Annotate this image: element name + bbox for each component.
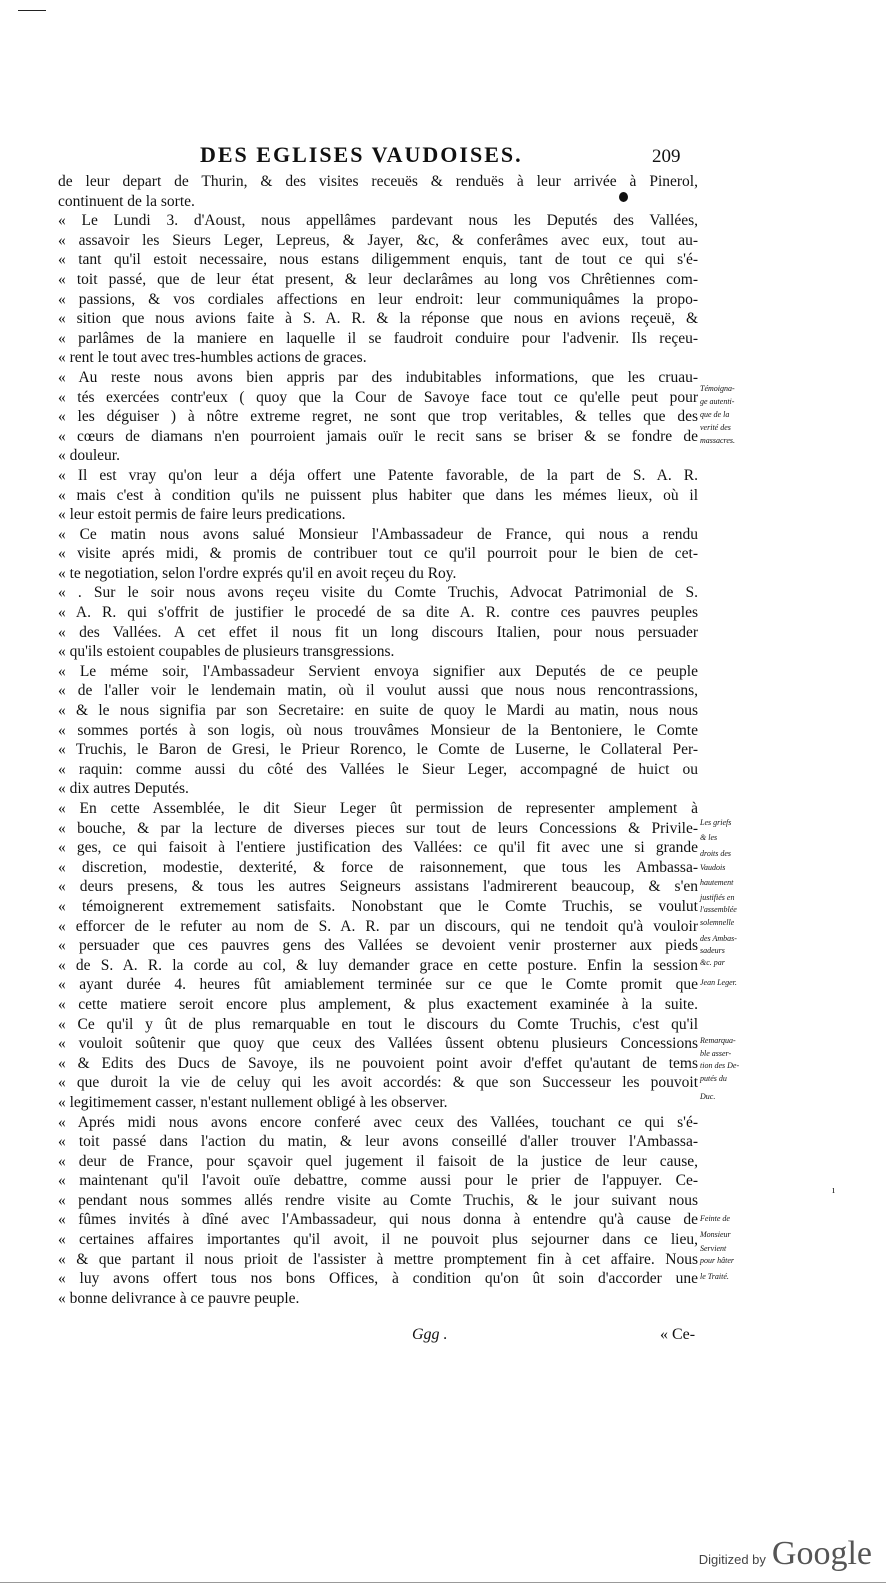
text-line: « Ce qu'il y ût de plus remarquable en tout le discours du Comte Truchis, c'est qu'il — [58, 1015, 698, 1033]
text-line: « Il est vray qu'on leur a déja offert une Patente favorable, de la part de S. A. R. — [58, 466, 698, 484]
margin-note: justifiés en — [700, 893, 735, 902]
text-line: « parlâmes de la maniere en laquelle il se faudroit conduire pour l'advenir. Ils reçeu- — [58, 329, 698, 347]
margin-note: pour hâter — [700, 1256, 734, 1265]
margin-note: sadeurs — [700, 946, 725, 955]
text-line: « tés exercées contr'eux ( quoy que la Cour de Savoye face tout ce qu'elle peut pour — [58, 388, 698, 406]
text-line: « deurs presens, & tous les autres Seigneurs assistans l'admirerent beaucoup, & s'en — [58, 878, 698, 896]
google-logo: Google — [771, 1535, 872, 1572]
text-line: « que duroit la vie de celuy qui les avoit accordés: & que son Successeur les pouvoit — [58, 1074, 698, 1092]
text-line: « cœurs de diamans n'en pourroient jamais ouïr le recit sans se briser & se fondre de — [58, 427, 698, 445]
margin-note: que de la — [700, 410, 730, 419]
text-line: « vouloit soûtenir que quoy que ceux des Vallées ûssent obtenu plusieurs Concessions — [58, 1035, 698, 1053]
text-line: « raquin: comme aussi du côté des Vallées le Sieur Leger, accompagné de huict ou — [58, 760, 698, 778]
text-line: « témoignerent extremement satisfaits. Nonobstant que le Comte Truchis, se voulut — [58, 897, 698, 915]
margin-note: putés du — [700, 1074, 727, 1083]
text-line: « cette matiere seroit encore plus amplement, & plus exactement examinée à la suite. — [58, 995, 698, 1013]
margin-note: &c. par — [700, 958, 725, 967]
margin-note: Remarqua- — [700, 1036, 736, 1045]
text-line: « efforcer de le refuter au nom de S. A. R. par un discours, qui ne tendoit qu'à vouloir — [58, 917, 698, 935]
margin-note: ble asser- — [700, 1049, 732, 1058]
digitized-watermark — [699, 1535, 872, 1573]
text-line: « mais c'est à condition qu'ils ne puissent plus habiter que dans les mémes lieux, où il — [58, 486, 698, 504]
text-line: « Le Lundi 3. d'Aoust, nous appellâmes pardevant nous les Deputés des Vallées, — [58, 212, 698, 230]
text-line: « maintenant qu'il l'avoit ouïe debattre, comme aussi pour le prier de l'appuyer. Ce- — [58, 1172, 698, 1190]
text-line: « pendant nous sommes allés rendre visite au Comte Truchis, & le jour suivant nous — [58, 1191, 698, 1209]
margin-note: Vaudois — [700, 863, 726, 872]
text-line: continuent de la sorte. — [58, 192, 195, 210]
margin-note: hautement — [700, 878, 734, 887]
text-line: « bouche, & par la lecture de diverses pieces sur tout de leurs Concessions & Privile- — [58, 819, 698, 837]
margin-note: Duc. — [700, 1092, 716, 1101]
text-line: « & Edits des Ducs de Savoye, ils ne pouvoient point avoir d'effet qu'autant de tems — [58, 1054, 698, 1072]
margin-note: le Traité. — [700, 1272, 729, 1281]
text-line: « sommes portés à son logis, où nous trouvâmes Monsieur de la Bentoniere, le Comte — [58, 721, 698, 739]
text-line: « deur de France, pour sçavoir quel jugement il faisoit de la justice de leur cause, — [58, 1152, 698, 1170]
margin-note: solemnelle — [700, 918, 735, 927]
text-line: « dix autres Deputés. — [58, 780, 189, 798]
text-line: « de l'aller voir le lendemain matin, où il voulut aussi que nous nous rencontrassions, — [58, 682, 698, 700]
digitized-label: Digitized by — [698, 1552, 766, 1567]
text-line: « persuader que ces pauvres gens des Vallées se devoient venir prosterner aux pieds — [58, 937, 698, 955]
text-line: « Aprés midi nous avons encore conferé avec ceux des Vallées, touchant ce qui s'é- — [58, 1113, 698, 1131]
text-line: « Ce matin nous avons salué Monsieur l'Ambassadeur de France, qui nous a rendu — [58, 525, 698, 543]
text-line: « . Sur le soir nous avons reçeu visite du Comte Truchis, Advocat Patrimonial de S. — [58, 584, 698, 602]
text-line: « leur estoit permis de faire leurs predications. — [58, 506, 346, 524]
margin-note: Témoigna- — [700, 384, 735, 393]
text-line: « sition que nous avions faite à S. A. R. & la réponse que nous en avions reçeuë, & — [58, 310, 698, 328]
text-line: « tant qu'il estoit necessaire, nous estans diligemment enquis, tant de tout ce qui s'é- — [58, 251, 698, 269]
text-line: « certaines affaires importantes qu'il avoit, il ne pouvoit plus sejourner dans ce lieu, — [58, 1231, 698, 1249]
margin-note: massacres. — [700, 436, 736, 445]
margin-note: Jean Leger. — [700, 978, 737, 987]
margin-note: Feinte de — [700, 1214, 730, 1223]
text-line: « des Vallées. A cet effet il nous fit un long discours Italien, pour nous persuader — [58, 623, 698, 641]
text-line: « les déguiser ) à nôtre extreme regret, ne sont que trop veritables, & telles que des — [58, 408, 698, 426]
text-line: « luy avons offert tous nos bons Offices, à condition qu'on ût soin d'accorder une — [58, 1270, 698, 1288]
margin-note: verité des — [700, 423, 731, 432]
text-line: de leur depart de Thurin, & des visites receuës & renduës à leur arrivée à Pinerol, — [58, 173, 698, 190]
text-line: « douleur. — [58, 447, 120, 465]
text-line: « fûmes invités à dîné avec l'Ambassadeur, qui nous donna à entendre qu'à cause de — [58, 1211, 698, 1229]
page-number: 209 — [652, 146, 681, 167]
text-line: « qu'ils estoient coupables de plusieurs transgressions. — [58, 643, 395, 661]
text-line: « toit passé dans l'action du matin, & leur avons conseillé d'aller trouver l'Ambassa- — [58, 1133, 698, 1151]
text-line: « discretion, modestie, dexterité, & force de raisonnement, que tous les Ambassa- — [58, 858, 698, 876]
stray-ink-mark: ı — [832, 1184, 836, 1196]
text-line: « rent le tout avec tres-humbles actions de graces. — [58, 349, 367, 367]
text-line: « Truchis, le Baron de Gresi, le Prieur Rorenco, le Comte de Luserne, le Collateral Per- — [58, 741, 698, 759]
margin-note: des Ambas- — [700, 934, 737, 943]
corner-rule — [18, 10, 46, 11]
text-line: « En cette Assemblée, le dit Sieur Leger ût permission de representer amplement à — [58, 800, 698, 817]
text-line: « Au reste nous avons bien appris par des indubitables informations, que les cruau- — [58, 368, 698, 386]
text-line: « ges, ce qui faisoit à l'entiere justification des Vallées: ce qu'il fit avec une si grande — [58, 839, 698, 857]
text-line: « legitimement casser, n'estant nullement obligé à les observer. — [58, 1093, 448, 1111]
margin-note: Les griefs — [700, 818, 732, 827]
page-header — [0, 142, 886, 172]
margin-note: ge autenti- — [700, 397, 735, 406]
margin-note: droits des — [700, 849, 732, 858]
text-line: « ayant durée 4. heures fût amiablement terminée sur ce que le Comte promit que — [58, 976, 698, 994]
margin-note: Servient — [700, 1244, 727, 1253]
margin-note: tion des De- — [700, 1061, 740, 1070]
margin-note: l'assemblée — [700, 905, 737, 914]
margin-note: Monsieur — [700, 1230, 731, 1239]
main-text — [58, 172, 698, 1308]
text-line: « bonne delivrance à ce pauvre peuple. — [58, 1289, 300, 1307]
margin-note: & les — [700, 833, 718, 842]
text-line: « & que partant il nous prioit de l'assister à mettre promptement fin à cet affaire. Nous — [58, 1250, 698, 1268]
catchword: « Ce- — [660, 1326, 696, 1343]
signature-mark: Ggg . — [412, 1326, 448, 1343]
text-line: « te negotiation, selon l'ordre exprés qu'il en avoit reçeu du Roy. — [58, 564, 457, 582]
text-line: « toit passé, que de leur état present, & leur declarâmes au long vos Chrêtiennes com- — [58, 270, 698, 288]
text-line: « passions, & vos cordiales affections en leur endroit: leur communiquâmes la propo- — [58, 290, 698, 308]
text-line: « de S. A. R. la corde au col, & luy demander grace en cette posture. Enfin la session — [58, 956, 698, 974]
text-line: « A. R. qui s'offrit de justifier le procedé de sa dite A. R. contre ces pauvres peuples — [58, 604, 698, 622]
text-line: « & le nous signifia par son Secretaire: en suite de quoy le Mardi au matin, nous nous — [58, 702, 698, 720]
text-line: « visite aprés midi, & promis de contribuer tout ce qu'il pourroit pour le bien de cet- — [58, 545, 698, 563]
text-line: « Le méme soir, l'Ambassadeur Servient envoya signifier aux Deputés de ce peuple — [58, 662, 698, 680]
text-line: « assavoir les Sieurs Leger, Lepreus, & Jayer, &c, & conferâmes avec eux, tout au- — [58, 231, 698, 249]
running-title: DES EGLISES VAUDOISES. — [200, 142, 523, 167]
